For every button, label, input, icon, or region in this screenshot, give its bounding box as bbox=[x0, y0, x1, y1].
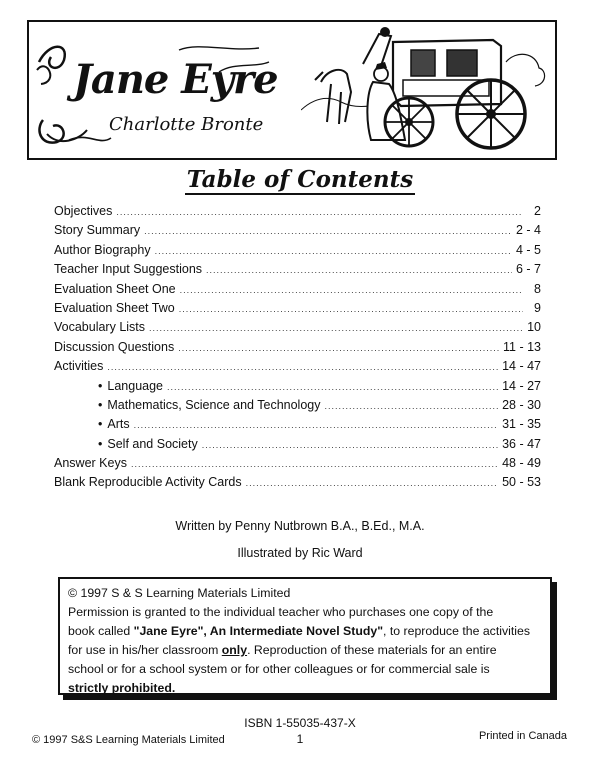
bullet-icon: • bbox=[98, 378, 103, 393]
toc-entry-author-biography: Author Biography ..... 4 - 5 bbox=[54, 243, 541, 262]
toc-entry-answer-keys: Answer Keys ..... 48 - 49 bbox=[54, 456, 541, 475]
toc-entry-evaluation-one: Evaluation Sheet One ..... 8 bbox=[54, 282, 541, 301]
toc-entry-teacher-input: Teacher Input Suggestions ..... 6 - 7 bbox=[54, 262, 541, 281]
title-banner bbox=[27, 20, 557, 160]
toc-entry-activity-cards: Blank Reproducible Activity Cards ..... 50 - 53 bbox=[54, 475, 541, 494]
copyright-line: © 1997 S & S Learning Materials Limited bbox=[68, 586, 291, 600]
printed-in: Printed in Canada bbox=[478, 730, 567, 742]
illustrator-credit: Illustrated by Ric Ward bbox=[237, 546, 363, 560]
carriage-illustration-icon bbox=[301, 22, 551, 158]
toc-entry-objectives: Objectives ..... 2 bbox=[54, 204, 541, 223]
table-of-contents bbox=[54, 204, 541, 495]
toc-entry-evaluation-two: Evaluation Sheet Two ..... 9 bbox=[54, 301, 541, 320]
toc-entry-math-science: • Mathematics, Science and Technology ..... 28 - 30 bbox=[54, 398, 541, 417]
toc-entry-arts: • Arts ..... 31 - 35 bbox=[54, 417, 541, 436]
footer-copyright: © 1997 S&S Learning Materials Limited bbox=[32, 734, 225, 746]
permission-line-4: school or for a school system or for other colleagues or for commercial sale is bbox=[68, 662, 490, 676]
copyright-notice bbox=[58, 577, 552, 695]
toc-entry-story-summary: Story Summary ..... 2 - 4 bbox=[54, 223, 541, 242]
bullet-icon: • bbox=[98, 397, 103, 412]
toc-entry-language: • Language ..... 14 - 27 bbox=[54, 379, 541, 398]
toc-entry-discussion: Discussion Questions ..... 11 - 13 bbox=[54, 340, 541, 359]
permission-line-1: Permission is granted to the individual teacher who purchases one copy of the bbox=[68, 605, 494, 619]
book-title: Jane Eyre bbox=[73, 56, 278, 103]
author-credit: Written by Penny Nutbrown B.A., B.Ed., M.A. bbox=[175, 519, 425, 533]
toc-heading: Table of Contents bbox=[186, 166, 414, 193]
book-author: Charlotte Bronte bbox=[109, 114, 264, 135]
permission-line-2: book called "Jane Eyre", An Intermediate Novel Study", to reproduce the activities bbox=[68, 624, 530, 638]
toc-entry-activities: Activities ..... 14 - 47 bbox=[54, 359, 541, 378]
bullet-icon: • bbox=[98, 417, 103, 432]
isbn: ISBN 1-55035-437-X bbox=[244, 716, 356, 730]
toc-entry-self-society: • Self and Society ..... 36 - 47 bbox=[54, 437, 541, 456]
permission-line-5: strictly prohibited. bbox=[68, 681, 176, 695]
toc-entry-vocabulary: Vocabulary Lists ..... 10 bbox=[54, 320, 541, 339]
page-number: 1 bbox=[296, 732, 304, 746]
bullet-icon: • bbox=[98, 436, 103, 451]
permission-line-3: for use in his/her classroom only. Reproduction of these materials for an entire bbox=[68, 643, 497, 657]
